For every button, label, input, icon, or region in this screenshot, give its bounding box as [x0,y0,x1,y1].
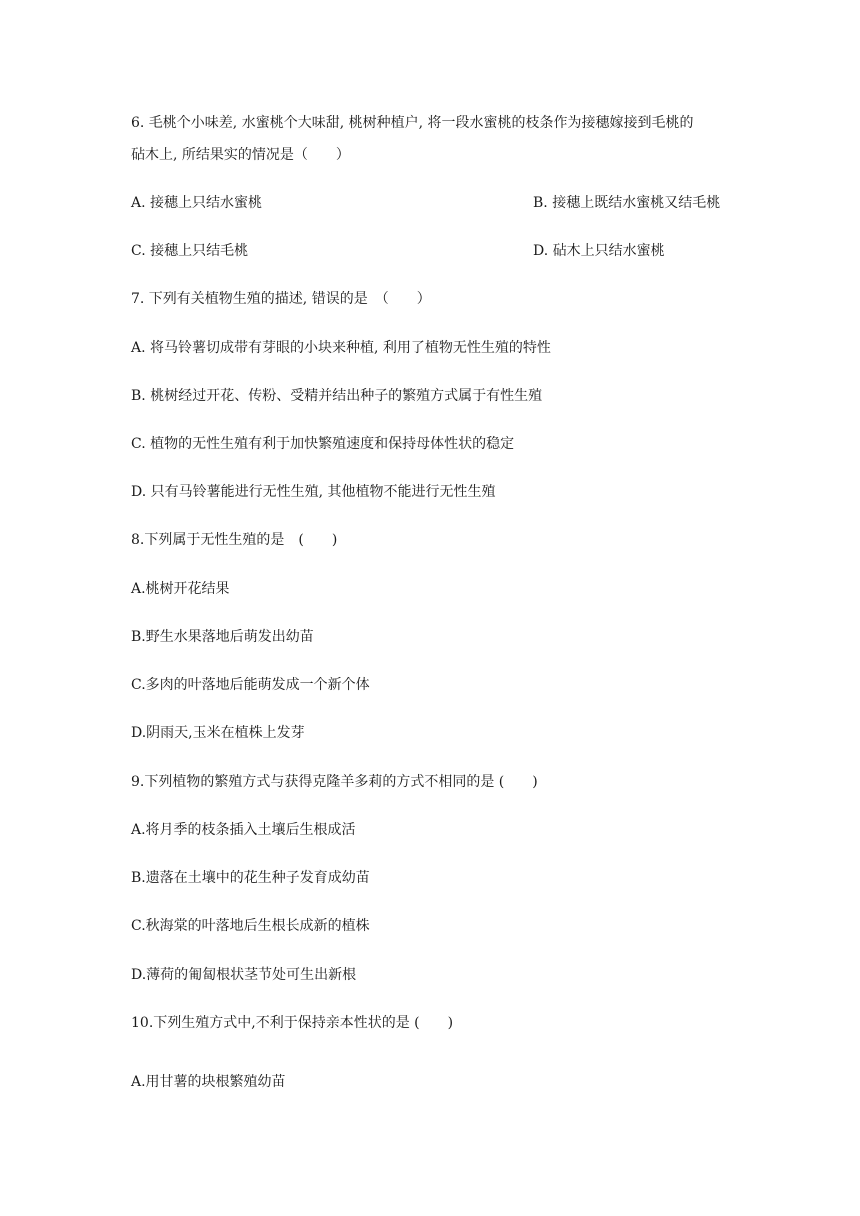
question-6-stem-line-2: 砧木上, 所结果实的情况是（ ） [131,147,350,163]
question-7-option-b: B. 桃树经过开花、传粉、受精并结出种子的繁殖方式属于有性生殖 [131,388,543,404]
question-6-option-b: B. 接穗上既结水蜜桃又结毛桃 [533,195,721,211]
question-6-option-d: D. 砧木上只结水蜜桃 [533,243,665,259]
question-9-option-a: A.将月季的枝条插入土壤后生根成活 [131,822,356,838]
question-9-option-b: B.遗落在土壤中的花生种子发育成幼苗 [131,870,370,886]
question-6-option-a: A. 接穗上只结水蜜桃 [131,195,263,211]
question-7-option-c: C. 植物的无性生殖有利于加快繁殖速度和保持母体性状的稳定 [131,436,515,452]
question-10-stem: 10.下列生殖方式中,不利于保持亲本性状的是 ( ) [131,1015,454,1031]
question-7-stem: 7. 下列有关植物生殖的描述, 错误的是 （ ） [131,291,431,307]
question-8-option-c: C.多肉的叶落地后能萌发成一个新个体 [131,677,370,693]
question-8-option-b: B.野生水果落地后萌发出幼苗 [131,629,314,645]
question-7-option-a: A. 将马铃薯切成带有芽眼的小块来种植, 利用了植物无性生殖的特性 [131,340,551,356]
question-9-option-c: C.秋海棠的叶落地后生根长成新的植株 [131,918,370,934]
question-6-stem-line-1: 6. 毛桃个小味差, 水蜜桃个大味甜, 桃树种植户, 将一段水蜜桃的枝条作为接穗嫁接到毛桃的 [131,115,694,131]
question-8-option-a: A.桃树开花结果 [131,581,230,597]
question-9-option-d: D.薄荷的匍匐根状茎节处可生出新根 [131,967,357,983]
question-8-option-d: D.阴雨天,玉米在植株上发芽 [131,725,305,741]
question-6-option-c: C. 接穗上只结毛桃 [131,243,249,259]
question-8-stem: 8.下列属于无性生殖的是 ( ) [131,532,338,548]
question-9-stem: 9.下列植物的繁殖方式与获得克隆羊多莉的方式不相同的是 ( ) [131,774,538,790]
question-7-option-d: D. 只有马铃薯能进行无性生殖, 其他植物不能进行无性生殖 [131,484,496,500]
question-6-option-row-2 [131,241,665,261]
question-10-option-a: A.用甘薯的块根繁殖幼苗 [131,1074,286,1090]
question-6-option-row-1 [131,193,721,213]
